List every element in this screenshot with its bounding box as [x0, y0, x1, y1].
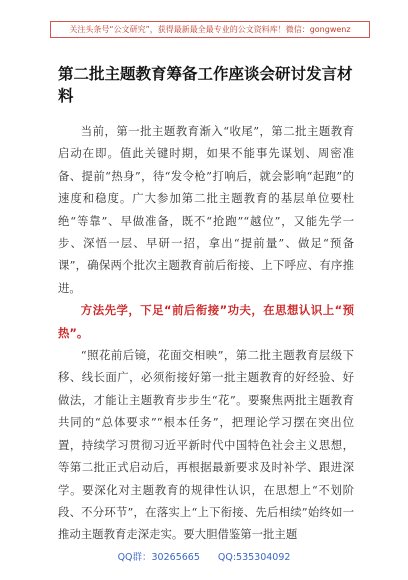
page-footer [0, 549, 408, 563]
footer-qq: QQ:535304092 [217, 552, 291, 563]
section-heading: 方法先学，下足“前后衔接”功夫，在思想认识上“预热”。 [58, 303, 354, 340]
document-body [58, 120, 354, 546]
document-title: 第二批主题教育筹备工作座谈会研讨发言材料 [58, 65, 353, 105]
header-banner: 关注头条号“公文研究”，获得最新最全最专业的公文资料库！微信：gongwenz [50, 21, 370, 38]
body-paragraph: 当前，第一批主题教育渐入“收尾”，第二批主题教育启动在即。值此关键时期，如果不能事先谋划、周密准备、提前“热身”，待“发令枪”打响后，就会影响“起跑”的速度和稳度。广大参加第二批主题教育的基层单位要杜绝“等靠”、早做准备，既不“抢跑”“越位”，又能先学一步、深悟一层、早研一招，拿出“提前量”、做足“预备课”，确保两个批次主题教育前后衔接、上下呼应、有序推进。 [58, 124, 354, 295]
footer-qq-group: QQ群：30265665 [117, 552, 200, 563]
body-paragraph: “照花前后镜，花面交相映”，第二批主题教育层级下移、线长面广，必须衔接好第一批主题教育的好经验、好做法，才能让主题教育步步生“花”。要聚焦两批主题教育共同的“总体要求”“根本任务”，把理论学习摆在突出位置，持续学习贯彻习近平新时代中国特色社会主义思想，等第二批正式启动后，再根据最新要求及时补学、跟进深学。要深化对主题教育的规律性认识，在思想上“不划阶段、不分环节”，在落实上“上下衔接、先后相续”始终如一推动主题教育走深走实。要大胆借鉴第一批主题 [58, 348, 354, 542]
